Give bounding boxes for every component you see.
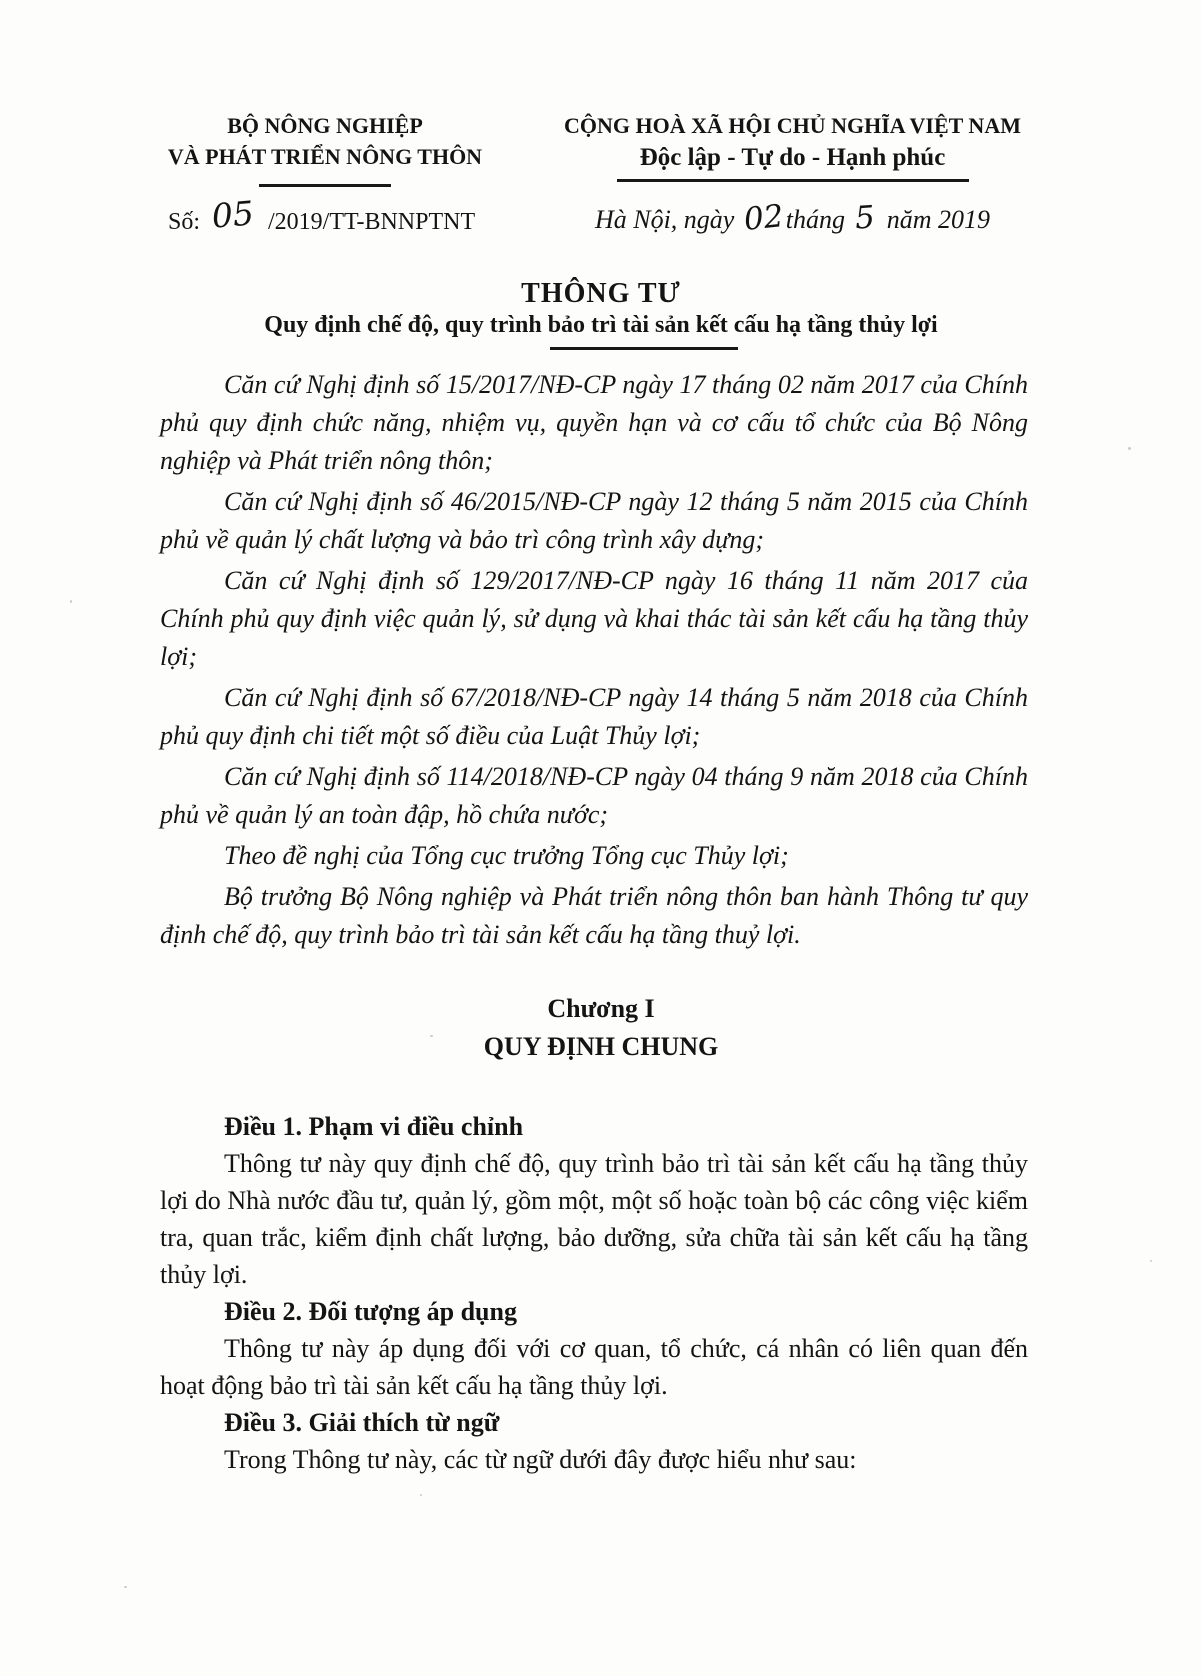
scan-speck	[70, 600, 72, 603]
article-body: Trong Thông tư này, các từ ngữ dưới đây được hiểu như sau:	[224, 1445, 857, 1474]
scan-speck	[1150, 1260, 1152, 1262]
scan-speck	[124, 1586, 127, 1588]
chapter-name: QUY ĐỊNH CHUNG	[483, 1032, 719, 1061]
agency-name-line1: BỘ NÔNG NGHIỆP	[227, 113, 423, 138]
preamble-paragraph: Căn cứ Nghị định số 129/2017/NĐ-CP ngày 16 tháng 11 năm 2017 của Chính phủ quy định việc quản lý, sử dụng và khai thác tài sản kết cấu hạ tầng thủy lợi;	[160, 566, 1028, 671]
article-body: Thông tư này quy định chế độ, quy trình bảo trì tài sản kết cấu hạ tầng thủy lợi do Nhà nước đầu tư, quản lý, gồm một, một số hoặc toàn bộ các công việc kiểm tra, quan trắc, kiểm định chất lượng, bảo dưỡng, sửa chữa tài sản kết cấu hạ tầng thủy lợi.	[160, 1149, 1028, 1289]
national-motto-block	[545, 110, 1040, 182]
preamble-paragraph: Theo đề nghị của Tổng cục trưởng Tổng cục Thủy lợi;	[224, 841, 789, 870]
preamble-paragraph: Bộ trưởng Bộ Nông nghiệp và Phát triển nông thôn ban hành Thông tư quy định chế độ, quy trình bảo trì tài sản kết cấu hạ tầng thuỷ lợi.	[160, 882, 1028, 949]
preamble-paragraph: Căn cứ Nghị định số 15/2017/NĐ-CP ngày 17 tháng 02 năm 2017 của Chính phủ quy định chức năng, nhiệm vụ, quyền hạn và cơ cấu tổ chức của Bộ Nông nghiệp và Phát triển nông thôn;	[160, 370, 1028, 475]
chapter-number: Chương I	[547, 994, 655, 1023]
issuing-agency-block	[160, 110, 490, 187]
document-number-line	[168, 193, 476, 237]
scan-speck	[420, 1494, 422, 1496]
preamble-paragraph: Căn cứ Nghị định số 46/2015/NĐ-CP ngày 12 tháng 5 năm 2015 của Chính phủ về quản lý chất lượng và bảo trì công trình xây dựng;	[160, 487, 1028, 554]
document-number-suffix: /2019/TT-BNNPTNT	[268, 209, 476, 235]
preamble-section	[160, 366, 1028, 957]
article-heading: Điều 3. Giải thích từ ngữ	[224, 1408, 500, 1437]
agency-name-line2: VÀ PHÁT TRIỂN NÔNG THÔN	[167, 144, 483, 169]
motto-underline	[617, 179, 969, 182]
scan-speck	[1128, 447, 1131, 450]
date-thang: tháng	[785, 205, 846, 234]
date-prefix: Hà Nội, ngày	[594, 205, 735, 234]
place-date-line	[545, 200, 1040, 236]
date-month-handwritten: 5	[853, 199, 876, 237]
document-title: THÔNG TƯ	[521, 278, 681, 309]
preamble-paragraph: Căn cứ Nghị định số 114/2018/NĐ-CP ngày 04 tháng 9 năm 2018 của Chính phủ về quản lý an toàn đập, hồ chứa nước;	[160, 762, 1028, 829]
country-name: CỘNG HOÀ XÃ HỘI CHỦ NGHĨA VIỆT NAM	[564, 113, 1021, 138]
document-number-handwritten: 05	[210, 193, 256, 236]
article-body: Thông tư này áp dụng đối với cơ quan, tổ chức, cá nhân có liên quan đến hoạt động bảo trì tài sản kết cấu hạ tầng thủy lợi.	[160, 1334, 1028, 1400]
article-heading: Điều 2. Đối tượng áp dụng	[224, 1297, 517, 1326]
motto: Độc lập - Tự do - Hạnh phúc	[639, 144, 946, 171]
date-suffix: năm 2019	[886, 205, 991, 234]
chapter-heading	[0, 990, 1202, 1066]
scan-speck	[430, 1035, 433, 1037]
document-subtitle: Quy định chế độ, quy trình bảo trì tài sản kết cấu hạ tầng thủy lợi	[264, 312, 938, 338]
subtitle-underline	[550, 347, 738, 350]
agency-underline	[259, 184, 391, 187]
articles-section	[160, 1108, 1028, 1478]
preamble-paragraph: Căn cứ Nghị định số 67/2018/NĐ-CP ngày 14 tháng 5 năm 2018 của Chính phủ quy định chi tiết một số điều của Luật Thủy lợi;	[160, 683, 1028, 750]
date-day-handwritten: 02	[742, 198, 786, 238]
document-number-label: Số:	[168, 209, 201, 235]
article-heading: Điều 1. Phạm vi điều chỉnh	[224, 1112, 524, 1141]
